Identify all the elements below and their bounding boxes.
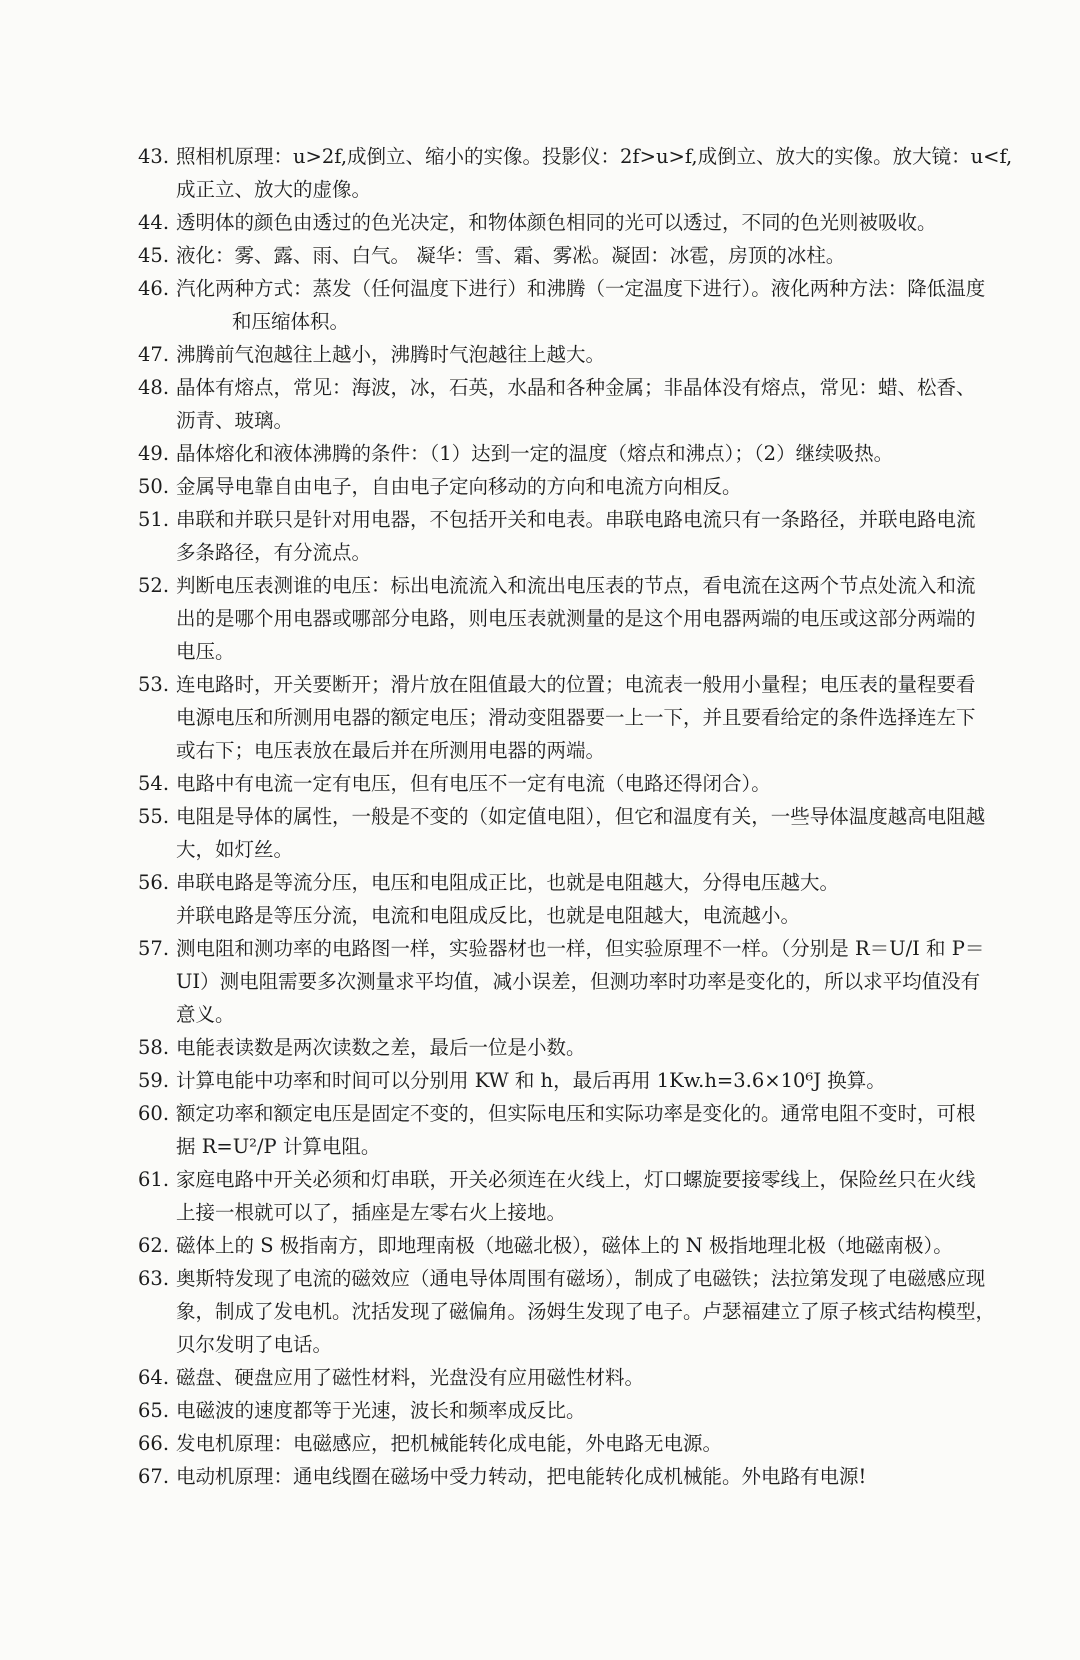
note-line: 串联电路是等流分压，电压和电阻成正比，也就是电阻越大，分得电压越大。 (176, 871, 840, 894)
note-item (138, 1163, 1038, 1229)
note-line: 意义。 (176, 1003, 235, 1026)
note-number: 55. (138, 805, 170, 828)
note-number: 49. (138, 442, 170, 465)
note-number: 47. (138, 343, 170, 366)
note-line: 汽化两种方式：蒸发（任何温度下进行）和沸腾（一定温度下进行）。液化两种方法：降低温度 (176, 277, 986, 300)
note-item (138, 1229, 1038, 1262)
note-line: 沸腾前气泡越往上越小，沸腾时气泡越往上越大。 (176, 343, 606, 366)
note-number: 50. (138, 475, 170, 498)
note-line: 额定功率和额定电压是固定不变的，但实际电压和实际功率是变化的。通常电阻不变时，可根 (176, 1102, 976, 1125)
note-item (138, 338, 1038, 371)
note-text (176, 338, 1038, 371)
note-item (138, 866, 1038, 932)
note-text (176, 140, 1038, 206)
note-text (176, 800, 1038, 866)
note-line: 沥青、玻璃。 (176, 409, 294, 432)
note-text (176, 272, 1038, 338)
note-line: 判断电压表测谁的电压：标出电流流入和流出电压表的节点，看电流在这两个节点处流入和流 (176, 574, 976, 597)
note-text (176, 1163, 1038, 1229)
note-item (138, 470, 1038, 503)
note-number: 57. (138, 937, 170, 960)
note-number: 44. (138, 211, 170, 234)
note-line: 连电路时，开关要断开；滑片放在阻值最大的位置；电流表一般用小量程；电压表的量程要看 (176, 673, 976, 696)
note-line: 上接一根就可以了，插座是左零右火上接地。 (176, 1201, 567, 1224)
note-item (138, 1460, 1038, 1493)
note-line: 串联和并联只是针对用电器，不包括开关和电表。串联电路电流只有一条路径，并联电路电流 (176, 508, 976, 531)
note-line: 奥斯特发现了电流的磁效应（通电导体周围有磁场），制成了电磁铁；法拉第发现了电磁感应现 (176, 1267, 986, 1290)
note-text (176, 1031, 1038, 1064)
note-number: 65. (138, 1399, 170, 1422)
note-line: 象，制成了发电机。沈括发现了磁偏角。汤姆生发现了电子。卢瑟福建立了原子核式结构模型， (176, 1300, 996, 1323)
note-number: 63. (138, 1267, 170, 1290)
note-item (138, 140, 1038, 206)
note-line: 成正立、放大的虚像。 (176, 178, 372, 201)
note-line: 多条路径，有分流点。 (176, 541, 372, 564)
note-line: 电路中有电流一定有电压，但有电压不一定有电流（电路还得闭合）。 (176, 772, 771, 795)
note-text (176, 503, 1038, 569)
note-item (138, 1064, 1038, 1097)
note-number: 56. (138, 871, 170, 894)
note-number: 67. (138, 1465, 170, 1488)
note-number: 53. (138, 673, 170, 696)
note-line: 和压缩体积。 (232, 310, 350, 333)
note-number: 60. (138, 1102, 170, 1125)
note-item (138, 1394, 1038, 1427)
note-text (176, 1097, 1038, 1163)
note-text (176, 932, 1038, 1031)
note-text (176, 767, 1038, 800)
note-text (176, 437, 1038, 470)
note-line: 照相机原理：u>2f,成倒立、缩小的实像。投影仪：2f>u>f,成倒立、放大的实像。放大镜：u<f, (176, 145, 1013, 168)
note-item (138, 437, 1038, 470)
note-number: 46. (138, 277, 170, 300)
note-item (138, 1262, 1038, 1361)
note-number: 43. (138, 145, 170, 168)
note-text (176, 1427, 1038, 1460)
note-line: 或右下；电压表放在最后并在所测用电器的两端。 (176, 739, 606, 762)
note-line: 计算电能中功率和时间可以分别用 KW 和 h，最后再用 1Kw.h=3.6×10⁶J 换算。 (176, 1069, 886, 1092)
note-line: 测电阻和测功率的电路图一样，实验器材也一样，但实验原理不一样。（分别是 R＝U/I 和 P＝ (176, 937, 985, 960)
note-number: 54. (138, 772, 170, 795)
note-line: 透明体的颜色由透过的色光决定，和物体颜色相同的光可以透过，不同的色光则被吸收。 (176, 211, 937, 234)
note-item (138, 371, 1038, 437)
note-text (176, 866, 1038, 932)
note-line: UI）测电阻需要多次测量求平均值，减小误差，但测功率时功率是变化的，所以求平均值没有 (176, 970, 981, 993)
note-line: 家庭电路中开关必须和灯串联，开关必须连在火线上，灯口螺旋要接零线上，保险丝只在火线 (176, 1168, 976, 1191)
note-text (176, 668, 1038, 767)
note-number: 48. (138, 376, 170, 399)
note-item (138, 1427, 1038, 1460)
note-line: 电源电压和所测用电器的额定电压；滑动变阻器要一上一下，并且要看给定的条件选择连左下 (176, 706, 976, 729)
note-number: 58. (138, 1036, 170, 1059)
note-text (176, 1460, 1038, 1493)
note-line: 晶体有熔点，常见：海波，冰，石英，水晶和各种金属；非晶体没有熔点，常见：蜡、松香、 (176, 376, 976, 399)
note-item (138, 800, 1038, 866)
note-line: 电动机原理：通电线圈在磁场中受力转动，把电能转化成机械能。外电路有电源! (176, 1465, 867, 1488)
note-item (138, 1097, 1038, 1163)
note-number: 66. (138, 1432, 170, 1455)
note-number: 59. (138, 1069, 170, 1092)
note-line: 出的是哪个用电器或哪部分电路，则电压表就测量的是这个用电器两端的电压或这部分两端的 (176, 607, 976, 630)
note-text (176, 1394, 1038, 1427)
note-text (176, 569, 1038, 668)
note-text (176, 1064, 1038, 1097)
note-number: 45. (138, 244, 170, 267)
note-number: 51. (138, 508, 170, 531)
note-item (138, 239, 1038, 272)
note-line: 金属导电靠自由电子，自由电子定向移动的方向和电流方向相反。 (176, 475, 742, 498)
note-line: 发电机原理：电磁感应，把机械能转化成电能，外电路无电源。 (176, 1432, 723, 1455)
note-line: 电压。 (176, 640, 235, 663)
note-line: 电阻是导体的属性，一般是不变的（如定值电阻），但它和温度有关，一些导体温度越高电阻越 (176, 805, 986, 828)
note-line: 电磁波的速度都等于光速，波长和频率成反比。 (176, 1399, 586, 1422)
note-item (138, 932, 1038, 1031)
note-line: 液化：雾、露、雨、白气。 凝华：雪、霜、雾凇。凝固：冰雹，房顶的冰柱。 (176, 244, 846, 267)
note-item (138, 569, 1038, 668)
note-line: 磁体上的 S 极指南方，即地理南极（地磁北极），磁体上的 N 极指地理北极（地磁南极）。 (176, 1234, 953, 1257)
note-line: 晶体熔化和液体沸腾的条件：（1）达到一定的温度（熔点和沸点）；（2）继续吸热。 (176, 442, 894, 465)
note-text (176, 371, 1038, 437)
note-line: 并联电路是等压分流，电流和电阻成反比，也就是电阻越大，电流越小。 (176, 904, 801, 927)
note-number: 52. (138, 574, 170, 597)
note-text (176, 239, 1038, 272)
note-item (138, 272, 1038, 338)
note-item (138, 1031, 1038, 1064)
note-item (138, 1361, 1038, 1394)
note-number: 62. (138, 1234, 170, 1257)
note-item (138, 767, 1038, 800)
note-line: 贝尔发明了电话。 (176, 1333, 333, 1356)
note-item (138, 503, 1038, 569)
notes-list (138, 140, 1038, 1493)
note-text (176, 206, 1038, 239)
note-line: 磁盘、硬盘应用了磁性材料，光盘没有应用磁性材料。 (176, 1366, 645, 1389)
note-text (176, 470, 1038, 503)
note-number: 61. (138, 1168, 170, 1191)
note-text (176, 1229, 1038, 1262)
note-text (176, 1262, 1038, 1361)
note-line: 大，如灯丝。 (176, 838, 294, 861)
note-line: 电能表读数是两次读数之差，最后一位是小数。 (176, 1036, 586, 1059)
note-number: 64. (138, 1366, 170, 1389)
note-text (176, 1361, 1038, 1394)
note-line: 据 R=U²/P 计算电阻。 (176, 1135, 381, 1158)
note-item (138, 668, 1038, 767)
note-item (138, 206, 1038, 239)
